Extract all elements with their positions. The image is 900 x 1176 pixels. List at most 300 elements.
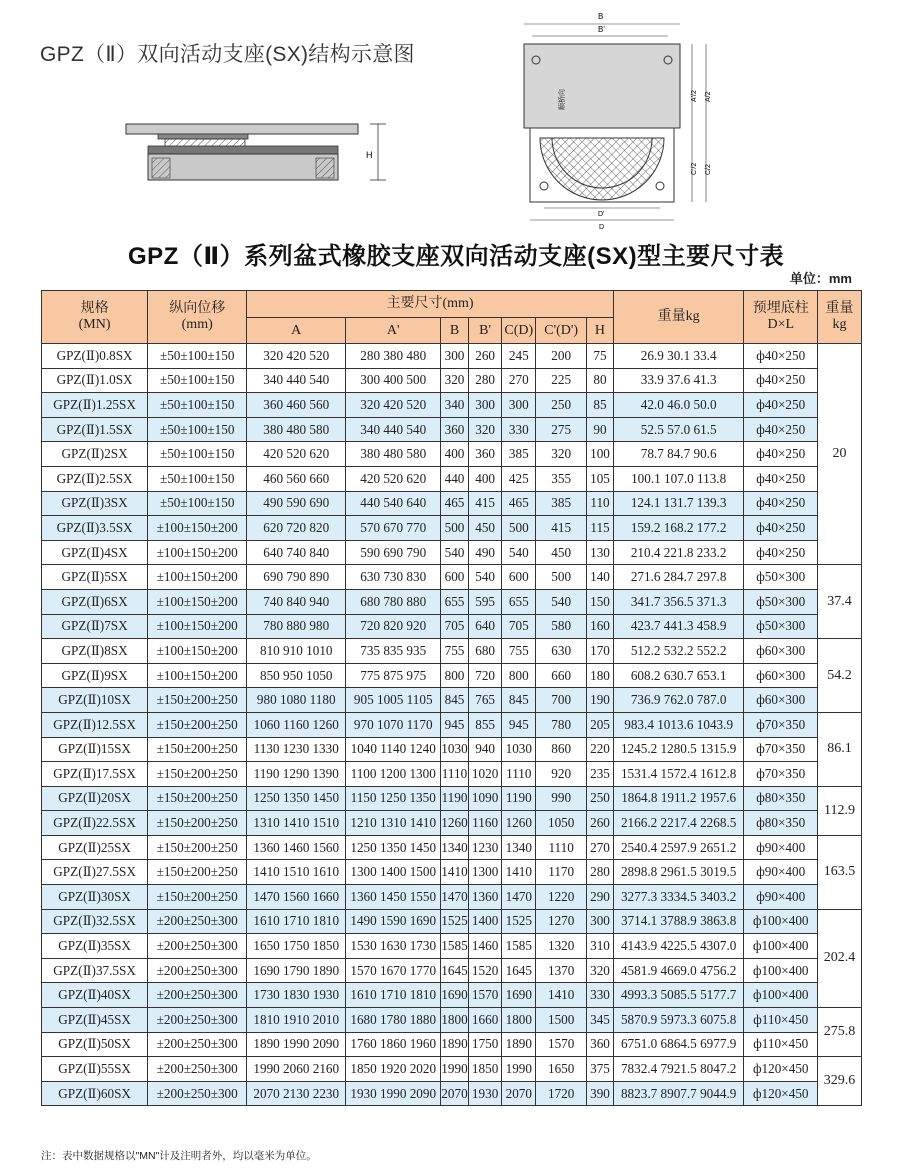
table-title: GPZ（Ⅱ）系列盆式橡胶支座双向活动支座(SX)型主要尺寸表 <box>128 243 785 270</box>
a-cell: 340 440 540 <box>247 368 346 393</box>
column-cell: ф40×250 <box>744 344 818 369</box>
b-prime-cell: 720 <box>468 663 502 688</box>
b-prime-cell: 1850 <box>468 1057 502 1082</box>
table-row <box>42 589 862 614</box>
table-row <box>42 811 862 836</box>
b-prime-cell: 1930 <box>468 1081 502 1106</box>
a-cell: 380 480 580 <box>247 417 346 442</box>
a-prime-cell: 340 440 540 <box>346 417 441 442</box>
b-cell: 1990 <box>441 1057 469 1082</box>
table-row <box>42 885 862 910</box>
table-row <box>42 762 862 787</box>
column-cell: ф50×300 <box>744 565 818 590</box>
a-cell: 780 880 980 <box>247 614 346 639</box>
cd-prime-cell: 1320 <box>536 934 587 959</box>
b-prime-cell: 360 <box>468 442 502 467</box>
h-cell: 330 <box>587 983 614 1008</box>
a-prime-cell: 570 670 770 <box>346 516 441 541</box>
cd-cell: 245 <box>502 344 536 369</box>
a-prime-cell: 1930 1990 2090 <box>346 1081 441 1106</box>
h-cell: 375 <box>587 1057 614 1082</box>
a-cell: 1360 1460 1560 <box>247 835 346 860</box>
column-weight-cell: 275.8 <box>818 1008 862 1057</box>
cd-prime-cell: 580 <box>536 614 587 639</box>
cd-prime-cell: 1220 <box>536 885 587 910</box>
weight-cell: 3714.1 3788.9 3863.8 <box>613 909 744 934</box>
b-cell: 320 <box>441 368 469 393</box>
a-prime-cell: 720 820 920 <box>346 614 441 639</box>
column-cell: ф40×250 <box>744 368 818 393</box>
table-row <box>42 663 862 688</box>
cd-prime-cell: 415 <box>536 516 587 541</box>
column-weight-cell: 37.4 <box>818 565 862 639</box>
cd-prime-cell: 385 <box>536 491 587 516</box>
displacement-cell: ±50±100±150 <box>148 393 247 418</box>
cd-prime-cell: 1370 <box>536 958 587 983</box>
a-cell: 850 950 1050 <box>247 663 346 688</box>
h-cell: 170 <box>587 639 614 664</box>
a-cell: 980 1080 1180 <box>247 688 346 713</box>
a-cell: 1730 1830 1930 <box>247 983 346 1008</box>
cd-cell: 600 <box>502 565 536 590</box>
spec-cell: GPZ(Ⅱ)25SX <box>42 835 148 860</box>
displacement-cell: ±50±100±150 <box>148 466 247 491</box>
cd-cell: 500 <box>502 516 536 541</box>
displacement-cell: ±100±150±200 <box>148 589 247 614</box>
table-row <box>42 417 862 442</box>
a-prime-cell: 440 540 640 <box>346 491 441 516</box>
b-prime-cell: 450 <box>468 516 502 541</box>
b-prime-cell: 1230 <box>468 835 502 860</box>
column-cell: ф70×350 <box>744 737 818 762</box>
weight-cell: 608.2 630.7 653.1 <box>613 663 744 688</box>
column-weight-cell: 20 <box>818 344 862 565</box>
table-row <box>42 466 862 491</box>
cd-prime-cell: 1170 <box>536 860 587 885</box>
column-cell: ф40×250 <box>744 393 818 418</box>
weight-cell: 271.6 284.7 297.8 <box>613 565 744 590</box>
b-cell: 1890 <box>441 1032 469 1057</box>
weight-cell: 423.7 441.3 458.9 <box>613 614 744 639</box>
h-cell: 345 <box>587 1008 614 1033</box>
cd-prime-cell: 990 <box>536 786 587 811</box>
a-cell: 1310 1410 1510 <box>247 811 346 836</box>
cd-prime-cell: 355 <box>536 466 587 491</box>
a-prime-cell: 1850 1920 2020 <box>346 1057 441 1082</box>
column-cell: ф70×350 <box>744 762 818 787</box>
a-prime-cell: 1210 1310 1410 <box>346 811 441 836</box>
table-row <box>42 1008 862 1033</box>
h-cell: 85 <box>587 393 614 418</box>
b-prime-cell: 280 <box>468 368 502 393</box>
spec-cell: GPZ(Ⅱ)20SX <box>42 786 148 811</box>
displacement-cell: ±50±100±150 <box>148 368 247 393</box>
a-prime-cell: 420 520 620 <box>346 466 441 491</box>
a-prime-cell: 1680 1780 1880 <box>346 1008 441 1033</box>
displacement-cell: ±100±150±200 <box>148 614 247 639</box>
table-row <box>42 368 862 393</box>
weight-cell: 2166.2 2217.4 2268.5 <box>613 811 744 836</box>
cd-cell: 1410 <box>502 860 536 885</box>
cd-cell: 2070 <box>502 1081 536 1106</box>
header-embedded-column: 预埋底柱 D×L <box>744 291 818 344</box>
h-cell: 110 <box>587 491 614 516</box>
header-displacement: 纵向位移 (mm) <box>148 291 247 344</box>
header-cd-prime: C'(D') <box>536 318 587 344</box>
weight-cell: 52.5 57.0 61.5 <box>613 417 744 442</box>
a-prime-cell: 590 690 790 <box>346 540 441 565</box>
spec-cell: GPZ(Ⅱ)1.5SX <box>42 417 148 442</box>
a-prime-cell: 735 835 935 <box>346 639 441 664</box>
b-cell: 1190 <box>441 786 469 811</box>
a-cell: 1650 1750 1850 <box>247 934 346 959</box>
a-cell: 360 460 560 <box>247 393 346 418</box>
a-prime-cell: 1040 1140 1240 <box>346 737 441 762</box>
h-cell: 75 <box>587 344 614 369</box>
table-row <box>42 909 862 934</box>
column-weight-cell: 202.4 <box>818 909 862 1007</box>
b-cell: 440 <box>441 466 469 491</box>
dim-a-half-label: A/2 <box>705 91 712 102</box>
a-cell: 420 520 620 <box>247 442 346 467</box>
header-main-dimensions: 主要尺寸(mm) <box>247 291 614 318</box>
a-cell: 1690 1790 1890 <box>247 958 346 983</box>
column-cell: ф100×400 <box>744 983 818 1008</box>
b-cell: 1260 <box>441 811 469 836</box>
weight-cell: 4581.9 4669.0 4756.2 <box>613 958 744 983</box>
cd-cell: 425 <box>502 466 536 491</box>
a-prime-cell: 1530 1630 1730 <box>346 934 441 959</box>
h-cell: 130 <box>587 540 614 565</box>
column-weight-cell: 329.6 <box>818 1057 862 1106</box>
cd-cell: 540 <box>502 540 536 565</box>
h-cell: 160 <box>587 614 614 639</box>
spec-cell: GPZ(Ⅱ)30SX <box>42 885 148 910</box>
column-cell: ф40×250 <box>744 442 818 467</box>
table-row <box>42 565 862 590</box>
weight-cell: 1245.2 1280.5 1315.9 <box>613 737 744 762</box>
cd-prime-cell: 1050 <box>536 811 587 836</box>
column-cell: ф120×450 <box>744 1057 818 1082</box>
weight-cell: 100.1 107.0 113.8 <box>613 466 744 491</box>
spec-cell: GPZ(Ⅱ)2SX <box>42 442 148 467</box>
displacement-cell: ±150±200±250 <box>148 885 247 910</box>
b-prime-cell: 1460 <box>468 934 502 959</box>
h-cell: 190 <box>587 688 614 713</box>
spec-cell: GPZ(Ⅱ)4SX <box>42 540 148 565</box>
table-row <box>42 934 862 959</box>
h-cell: 235 <box>587 762 614 787</box>
weight-cell: 3277.3 3334.5 3403.2 <box>613 885 744 910</box>
column-cell: ф100×400 <box>744 958 818 983</box>
displacement-cell: ±200±250±300 <box>148 983 247 1008</box>
column-weight-cell: 112.9 <box>818 786 862 835</box>
cd-cell: 330 <box>502 417 536 442</box>
cd-prime-cell: 1270 <box>536 909 587 934</box>
weight-cell: 2540.4 2597.9 2651.2 <box>613 835 744 860</box>
b-cell: 400 <box>441 442 469 467</box>
weight-cell: 210.4 221.8 233.2 <box>613 540 744 565</box>
column-cell: ф70×350 <box>744 712 818 737</box>
spec-cell: GPZ(Ⅱ)7SX <box>42 614 148 639</box>
weight-cell: 6751.0 6864.5 6977.9 <box>613 1032 744 1057</box>
b-prime-cell: 595 <box>468 589 502 614</box>
b-prime-cell: 1160 <box>468 811 502 836</box>
a-cell: 1990 2060 2160 <box>247 1057 346 1082</box>
spec-cell: GPZ(Ⅱ)27.5SX <box>42 860 148 885</box>
weight-cell: 1531.4 1572.4 1612.8 <box>613 762 744 787</box>
b-prime-cell: 1570 <box>468 983 502 1008</box>
spec-cell: GPZ(Ⅱ)6SX <box>42 589 148 614</box>
unit-label: 单位：mm <box>789 271 852 286</box>
displacement-cell: ±200±250±300 <box>148 1057 247 1082</box>
b-cell: 1800 <box>441 1008 469 1033</box>
dim-bprime-label: B' <box>598 25 605 34</box>
spec-cell: GPZ(Ⅱ)12.5SX <box>42 712 148 737</box>
dim-c-half-label: C/2 <box>705 164 712 175</box>
b-prime-cell: 540 <box>468 565 502 590</box>
b-cell: 465 <box>441 491 469 516</box>
a-cell: 1190 1290 1390 <box>247 762 346 787</box>
h-cell: 80 <box>587 368 614 393</box>
table-row <box>42 688 862 713</box>
table-row <box>42 958 862 983</box>
a-cell: 1250 1350 1450 <box>247 786 346 811</box>
cd-prime-cell: 450 <box>536 540 587 565</box>
column-cell: ф40×250 <box>744 540 818 565</box>
table-row <box>42 491 862 516</box>
displacement-cell: ±200±250±300 <box>148 909 247 934</box>
a-cell: 1470 1560 1660 <box>247 885 346 910</box>
a-cell: 490 590 690 <box>247 491 346 516</box>
h-cell: 220 <box>587 737 614 762</box>
column-cell: ф100×400 <box>744 934 818 959</box>
header-column-weight: 重量 kg <box>818 291 862 344</box>
a-cell: 620 720 820 <box>247 516 346 541</box>
displacement-cell: ±50±100±150 <box>148 442 247 467</box>
b-prime-cell: 1660 <box>468 1008 502 1033</box>
h-cell: 360 <box>587 1032 614 1057</box>
b-cell: 755 <box>441 639 469 664</box>
b-cell: 705 <box>441 614 469 639</box>
displacement-cell: ±100±150±200 <box>148 565 247 590</box>
b-cell: 300 <box>441 344 469 369</box>
column-cell: ф60×300 <box>744 663 818 688</box>
b-prime-cell: 1090 <box>468 786 502 811</box>
cd-prime-cell: 920 <box>536 762 587 787</box>
spec-cell: GPZ(Ⅱ)1.25SX <box>42 393 148 418</box>
cd-cell: 755 <box>502 639 536 664</box>
displacement-cell: ±200±250±300 <box>148 934 247 959</box>
b-prime-cell: 415 <box>468 491 502 516</box>
table-row <box>42 393 862 418</box>
a-prime-cell: 970 1070 1170 <box>346 712 441 737</box>
weight-cell: 983.4 1013.6 1043.9 <box>613 712 744 737</box>
displacement-cell: ±150±200±250 <box>148 737 247 762</box>
cd-cell: 945 <box>502 712 536 737</box>
column-cell: ф80×350 <box>744 786 818 811</box>
cd-prime-cell: 1110 <box>536 835 587 860</box>
cd-prime-cell: 630 <box>536 639 587 664</box>
spec-cell: GPZ(Ⅱ)8SX <box>42 639 148 664</box>
a-cell: 320 420 520 <box>247 344 346 369</box>
displacement-cell: ±50±100±150 <box>148 491 247 516</box>
b-cell: 800 <box>441 663 469 688</box>
dim-cprime-half-label: C'/2 <box>691 162 698 175</box>
cd-prime-cell: 540 <box>536 589 587 614</box>
cd-cell: 800 <box>502 663 536 688</box>
cd-cell: 465 <box>502 491 536 516</box>
b-cell: 1340 <box>441 835 469 860</box>
dim-aprime-half-label: A'/2 <box>691 90 698 102</box>
table-row <box>42 1081 862 1106</box>
b-cell: 600 <box>441 565 469 590</box>
displacement-cell: ±150±200±250 <box>148 688 247 713</box>
displacement-cell: ±150±200±250 <box>148 860 247 885</box>
weight-cell: 78.7 84.7 90.6 <box>613 442 744 467</box>
a-prime-cell: 300 400 500 <box>346 368 441 393</box>
b-prime-cell: 1520 <box>468 958 502 983</box>
b-cell: 845 <box>441 688 469 713</box>
column-cell: ф40×250 <box>744 417 818 442</box>
table-row <box>42 344 862 369</box>
column-weight-cell: 86.1 <box>818 712 862 786</box>
b-prime-cell: 1020 <box>468 762 502 787</box>
table-row <box>42 737 862 762</box>
table-row <box>42 786 862 811</box>
b-cell: 1470 <box>441 885 469 910</box>
displacement-cell: ±200±250±300 <box>148 1032 247 1057</box>
b-cell: 360 <box>441 417 469 442</box>
cd-prime-cell: 275 <box>536 417 587 442</box>
a-prime-cell: 1150 1250 1350 <box>346 786 441 811</box>
dim-b-label: B <box>598 12 604 21</box>
cd-cell: 1690 <box>502 983 536 1008</box>
b-prime-cell: 940 <box>468 737 502 762</box>
header-weight: 重量kg <box>613 291 744 344</box>
displacement-cell: ±200±250±300 <box>148 1008 247 1033</box>
spec-cell: GPZ(Ⅱ)45SX <box>42 1008 148 1033</box>
a-prime-cell: 1360 1450 1550 <box>346 885 441 910</box>
a-prime-cell: 1300 1400 1500 <box>346 860 441 885</box>
spec-cell: GPZ(Ⅱ)9SX <box>42 663 148 688</box>
weight-cell: 4993.3 5085.5 5177.7 <box>613 983 744 1008</box>
plan-view-drawing <box>510 10 725 232</box>
weight-cell: 8823.7 8907.7 9044.9 <box>613 1081 744 1106</box>
h-cell: 320 <box>587 958 614 983</box>
a-prime-cell: 280 380 480 <box>346 344 441 369</box>
weight-cell: 736.9 762.0 787.0 <box>613 688 744 713</box>
column-cell: ф90×400 <box>744 835 818 860</box>
column-weight-cell: 54.2 <box>818 639 862 713</box>
spec-cell: GPZ(Ⅱ)35SX <box>42 934 148 959</box>
spec-cell: GPZ(Ⅱ)15SX <box>42 737 148 762</box>
h-cell: 205 <box>587 712 614 737</box>
table-row <box>42 983 862 1008</box>
spec-cell: GPZ(Ⅱ)50SX <box>42 1032 148 1057</box>
cd-cell: 1890 <box>502 1032 536 1057</box>
b-prime-cell: 400 <box>468 466 502 491</box>
spec-cell: GPZ(Ⅱ)10SX <box>42 688 148 713</box>
column-cell: ф80×350 <box>744 811 818 836</box>
h-cell: 310 <box>587 934 614 959</box>
h-cell: 270 <box>587 835 614 860</box>
cd-cell: 300 <box>502 393 536 418</box>
cd-cell: 1525 <box>502 909 536 934</box>
h-cell: 90 <box>587 417 614 442</box>
cd-prime-cell: 500 <box>536 565 587 590</box>
a-prime-cell: 320 420 520 <box>346 393 441 418</box>
a-prime-cell: 1490 1590 1690 <box>346 909 441 934</box>
header-b-prime: B' <box>468 318 502 344</box>
cd-cell: 1030 <box>502 737 536 762</box>
column-cell: ф50×300 <box>744 589 818 614</box>
column-cell: ф40×250 <box>744 491 818 516</box>
a-prime-cell: 1570 1670 1770 <box>346 958 441 983</box>
h-cell: 300 <box>587 909 614 934</box>
displacement-cell: ±200±250±300 <box>148 958 247 983</box>
weight-cell: 7832.4 7921.5 8047.2 <box>613 1057 744 1082</box>
b-prime-cell: 300 <box>468 393 502 418</box>
weight-cell: 1864.8 1911.2 1957.6 <box>613 786 744 811</box>
column-cell: ф50×300 <box>744 614 818 639</box>
column-cell: ф40×250 <box>744 516 818 541</box>
cd-cell: 1585 <box>502 934 536 959</box>
dim-dprime-label: D' <box>598 211 605 218</box>
displacement-cell: ±150±200±250 <box>148 835 247 860</box>
cd-prime-cell: 1500 <box>536 1008 587 1033</box>
header-a: A <box>247 318 346 344</box>
a-prime-cell: 1100 1200 1300 <box>346 762 441 787</box>
cd-prime-cell: 250 <box>536 393 587 418</box>
column-weight-cell: 163.5 <box>818 835 862 909</box>
b-prime-cell: 1750 <box>468 1032 502 1057</box>
b-cell: 945 <box>441 712 469 737</box>
spec-cell: GPZ(Ⅱ)3SX <box>42 491 148 516</box>
cd-cell: 1110 <box>502 762 536 787</box>
h-cell: 100 <box>587 442 614 467</box>
displacement-cell: ±100±150±200 <box>148 540 247 565</box>
b-cell: 2070 <box>441 1081 469 1106</box>
b-cell: 540 <box>441 540 469 565</box>
weight-cell: 512.2 532.2 552.2 <box>613 639 744 664</box>
a-cell: 690 790 890 <box>247 565 346 590</box>
b-cell: 1525 <box>441 909 469 934</box>
cd-cell: 270 <box>502 368 536 393</box>
a-cell: 640 740 840 <box>247 540 346 565</box>
cd-cell: 1260 <box>502 811 536 836</box>
direction-label: 顺桥向 <box>559 89 566 110</box>
dim-h-label: H <box>366 150 373 160</box>
table-row <box>42 1057 862 1082</box>
spec-cell: GPZ(Ⅱ)17.5SX <box>42 762 148 787</box>
header-cd: C(D) <box>502 318 536 344</box>
a-cell: 1410 1510 1610 <box>247 860 346 885</box>
table-row <box>42 1032 862 1057</box>
cd-prime-cell: 1720 <box>536 1081 587 1106</box>
a-prime-cell: 905 1005 1105 <box>346 688 441 713</box>
cd-cell: 1990 <box>502 1057 536 1082</box>
table-row <box>42 614 862 639</box>
h-cell: 280 <box>587 860 614 885</box>
side-elevation-drawing <box>120 110 410 200</box>
spec-cell: GPZ(Ⅱ)22.5SX <box>42 811 148 836</box>
column-cell: ф120×450 <box>744 1081 818 1106</box>
displacement-cell: ±150±200±250 <box>148 811 247 836</box>
displacement-cell: ±200±250±300 <box>148 1081 247 1106</box>
b-prime-cell: 320 <box>468 417 502 442</box>
a-prime-cell: 680 780 880 <box>346 589 441 614</box>
